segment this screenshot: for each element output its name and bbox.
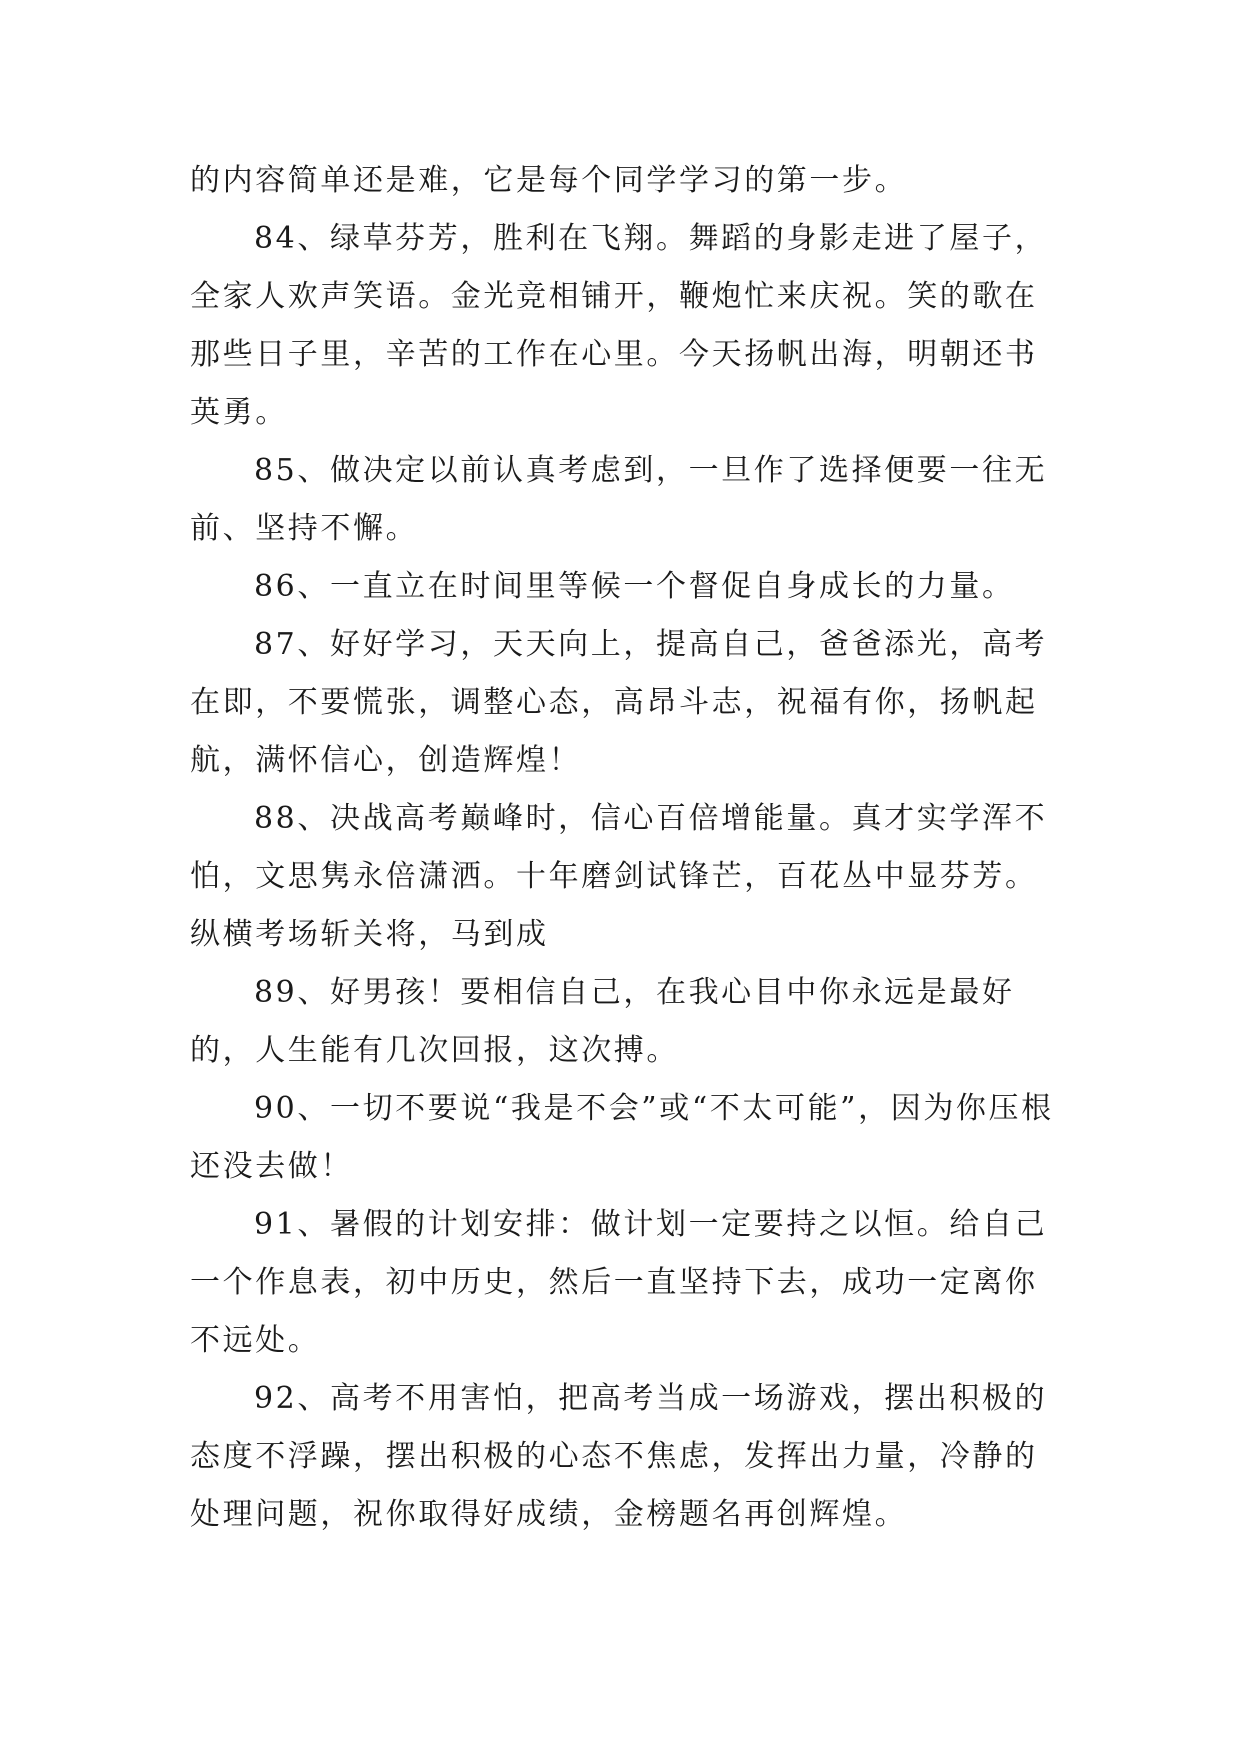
paragraph-85: 85、做决定以前认真考虑到，一旦作了选择便要一往无前、坚持不懈。 (190, 453, 1048, 546)
paragraph-89: 89、好男孩！要相信自己，在我心目中你永远是最好的，人生能有几次回报，这次搏。 (190, 975, 1015, 1068)
paragraph-90: 90、一切不要说“我是不会”或“不太可能”，因为你压根还没去做！ (190, 1091, 1054, 1184)
paragraph-84: 84、绿草芬芳，胜利在飞翔。舞蹈的身影走进了屋子，全家人欢声笑语。金光竞相铺开，鞭炮忙来庆祝。笑的歌在那些日子里，辛苦的工作在心里。今天扬帆出海，明朝还书英勇。 (190, 221, 1048, 430)
document-body (190, 152, 1056, 1544)
paragraph-87: 87、好好学习，天天向上，提高自己，爸爸添光，高考在即，不要慌张，调整心态，高昂斗志，祝福有你，扬帆起航，满怀信心，创造辉煌！ (190, 627, 1048, 778)
paragraph-92: 92、高考不用害怕，把高考当成一场游戏，摆出积极的态度不浮躁，摆出积极的心态不焦虑，发挥出力量，冷静的处理问题，祝你取得好成绩，金榜题名再创辉煌。 (190, 1381, 1048, 1532)
paragraph-91: 91、暑假的计划安排：做计划一定要持之以恒。给自己一个作息表，初中历史，然后一直坚持下去，成功一定离你不远处。 (190, 1207, 1048, 1358)
paragraph-88: 88、决战高考巅峰时，信心百倍增能量。真才实学浑不怕，文思隽永倍潇洒。十年磨剑试锋芒，百花丛中显芬芳。纵横考场斩关将，马到成 (190, 801, 1048, 952)
paragraph-86: 86、一直立在时间里等候一个督促自身成长的力量。 (254, 569, 1015, 604)
paragraph-continuation: 的内容简单还是难，它是每个同学学习的第一步。 (190, 163, 908, 198)
